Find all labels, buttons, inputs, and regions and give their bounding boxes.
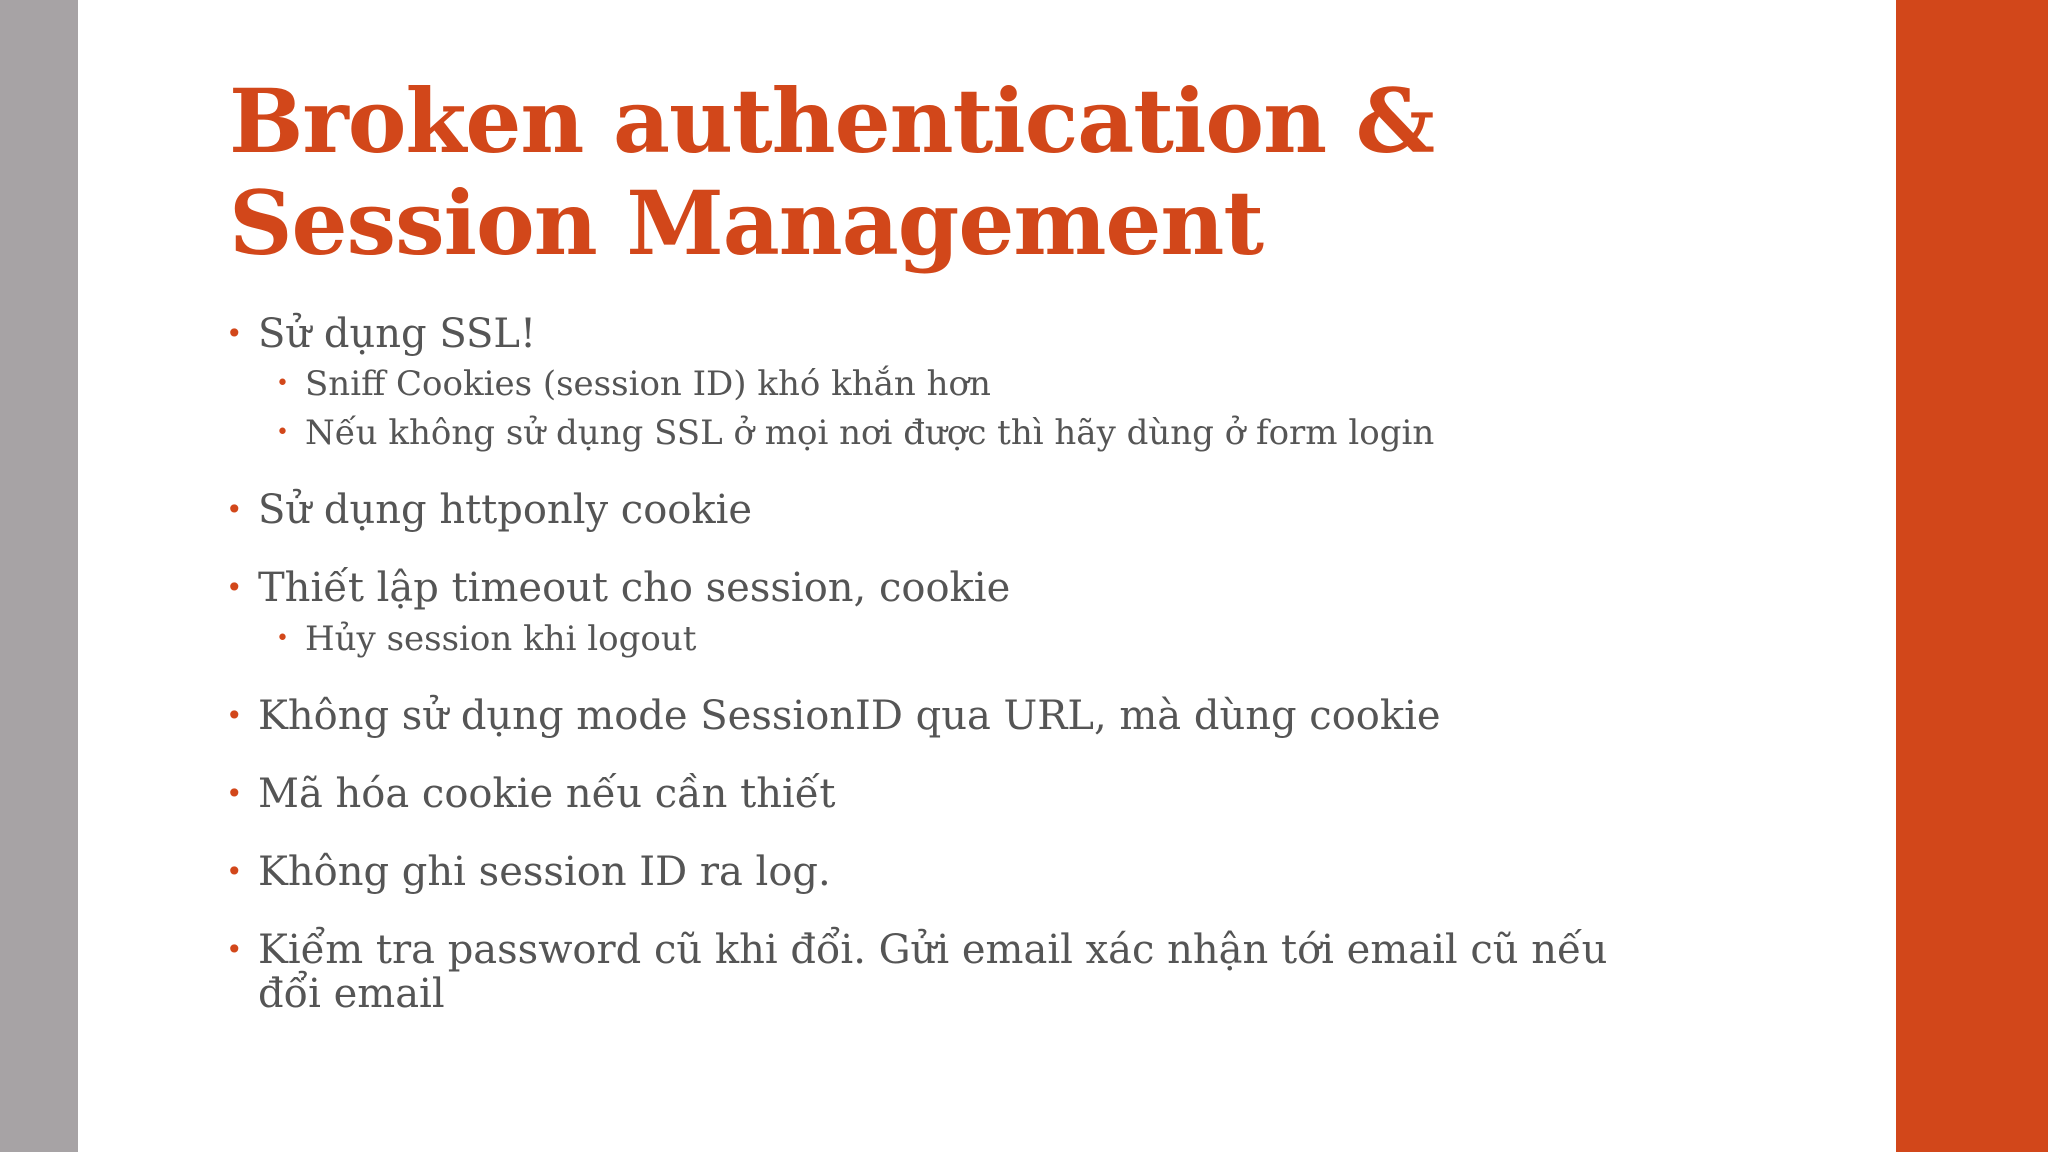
bullet-text: Thiết lập timeout cho session, cookie: [258, 565, 1011, 611]
bullet-item-httponly-cookie: [226, 487, 753, 533]
bullet-icon: •: [226, 777, 243, 810]
right-decorative-bar: [1896, 0, 2048, 1152]
sub-bullet-item-logout: [276, 619, 697, 659]
sub-bullet-item-sniff-cookies: [276, 364, 991, 404]
bullet-text: Sử dụng SSL!: [258, 311, 537, 357]
bullet-item-sessionid-url: [226, 693, 1441, 739]
bullet-text: Mã hóa cookie nếu cần thiết: [258, 771, 836, 817]
bullet-text: Nếu không sử dụng SSL ở mọi nơi được thì hãy dùng ở form login: [305, 413, 1435, 453]
bullet-text: Không sử dụng mode SessionID qua URL, mà dùng cookie: [258, 693, 1441, 739]
bullet-item-timeout: [226, 565, 1011, 611]
bullet-icon: •: [226, 699, 243, 732]
bullet-icon: •: [226, 493, 243, 526]
bullet-text-line-2: đổi email: [258, 971, 445, 1017]
bullet-icon: •: [276, 371, 289, 396]
bullet-text: Sử dụng httponly cookie: [258, 487, 753, 533]
bullet-text: Hủy session khi logout: [305, 619, 697, 659]
bullet-icon: •: [276, 420, 289, 445]
bullet-item-encrypt-cookie: [226, 771, 836, 817]
bullet-text: Sniff Cookies (session ID) khó khắn hơn: [305, 364, 991, 404]
bullet-item-no-log-sessionid: [226, 849, 831, 895]
sub-bullet-item-ssl-form-login: [276, 413, 1435, 453]
bullet-icon: •: [276, 626, 289, 651]
bullet-icon: •: [226, 317, 243, 350]
bullet-text-line-1: Kiểm tra password cũ khi đổi. Gửi email xác nhận tới email cũ nếu: [258, 927, 1608, 973]
left-decorative-bar: [0, 0, 78, 1152]
title-line-2: Session Management: [229, 171, 1264, 275]
bullet-icon: •: [226, 571, 243, 604]
bullet-icon: •: [226, 855, 243, 888]
bullet-item-check-password: [226, 927, 1608, 1017]
title-line-1: Broken authentication &: [229, 69, 1435, 173]
bullet-text: Không ghi session ID ra log.: [258, 849, 831, 895]
bullet-item-use-ssl: [226, 311, 537, 357]
bullet-icon: •: [226, 933, 243, 966]
slide-title: [229, 70, 1829, 274]
